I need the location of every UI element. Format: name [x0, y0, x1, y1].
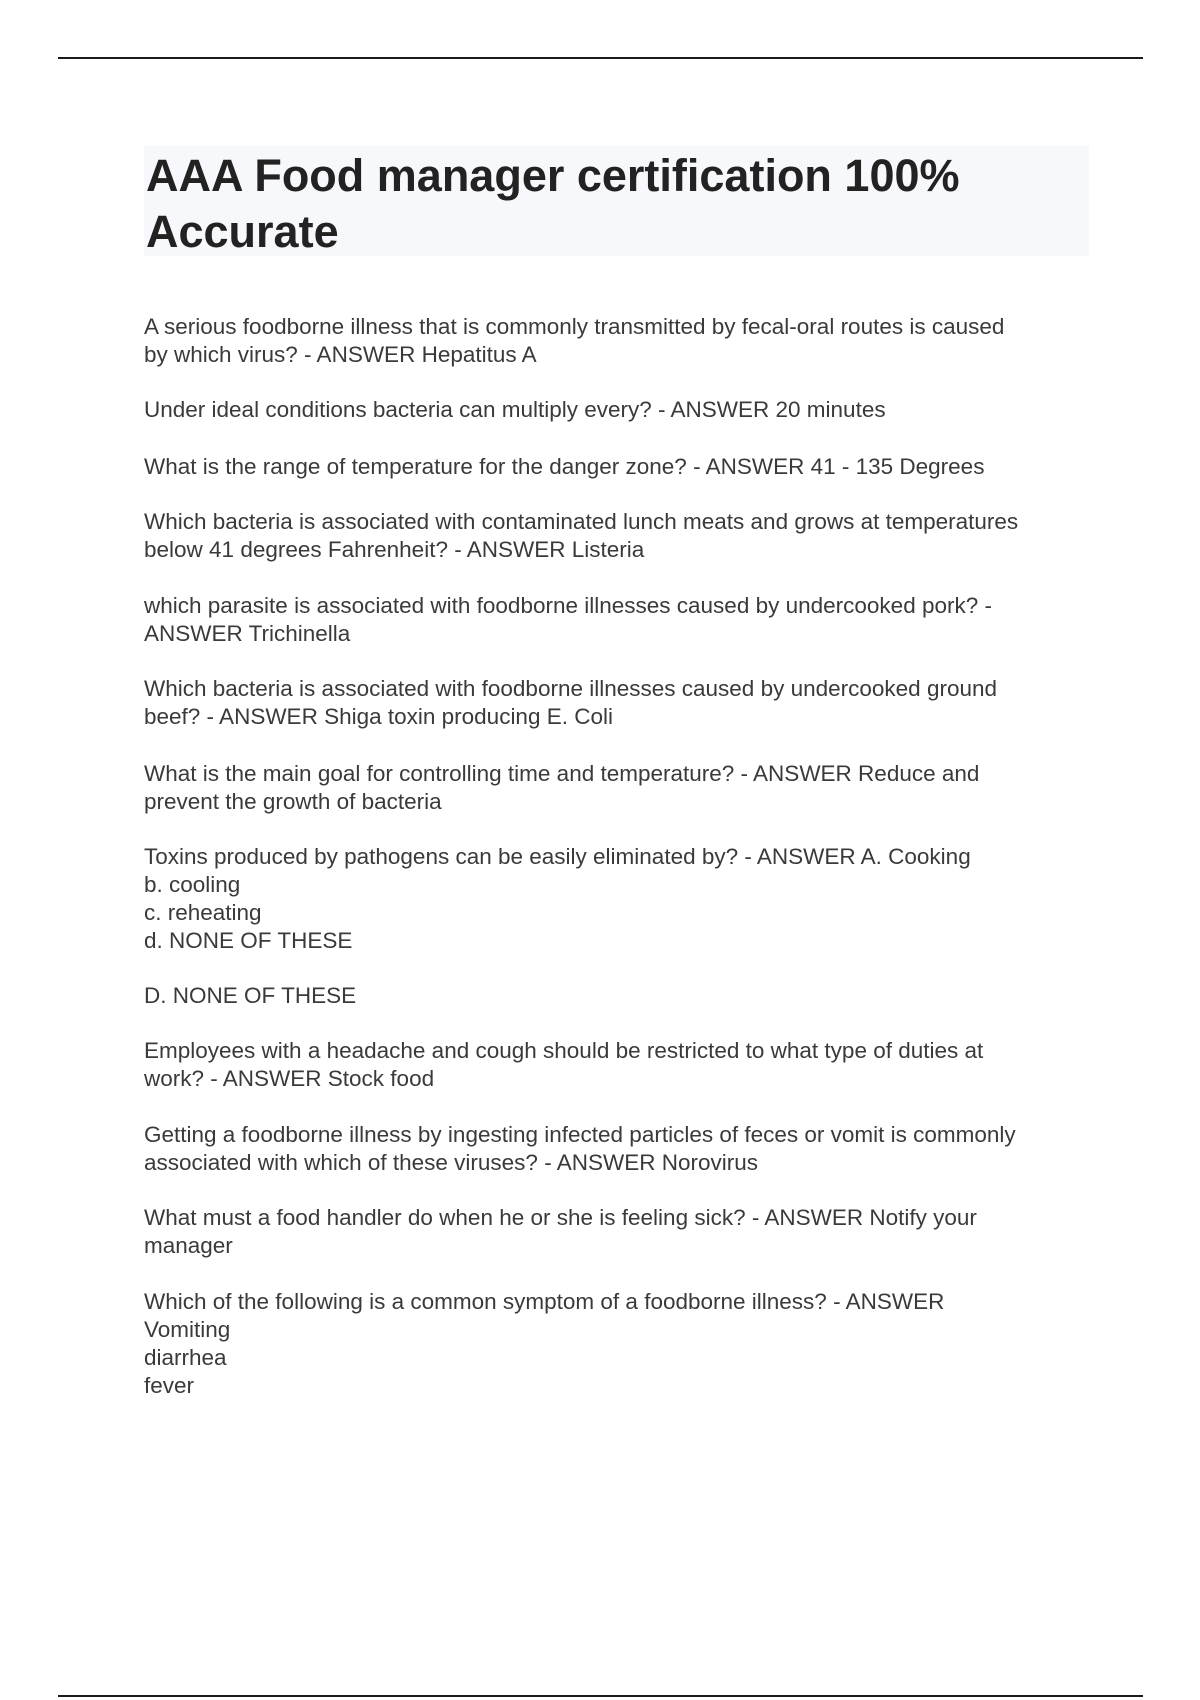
qa-line: ANSWER Trichinella — [144, 621, 351, 646]
qa-line: by which virus? - ANSWER Hepatitus A — [144, 342, 537, 367]
qa-item-2 — [144, 396, 1089, 424]
title-block — [144, 146, 1089, 256]
qa-item-12 — [144, 1204, 1089, 1260]
qa-line: Which bacteria is associated with foodborne illnesses caused by undercooked ground — [144, 676, 998, 701]
qa-line: Employees with a headache and cough should be restricted to what type of duties at — [144, 1038, 984, 1063]
qa-item-10 — [144, 1037, 1089, 1093]
qa-item-13 — [144, 1288, 1089, 1400]
qa-line: diarrhea — [144, 1345, 227, 1370]
qa-line: D. NONE OF THESE — [144, 983, 357, 1008]
qa-line: manager — [144, 1233, 233, 1258]
qa-line: associated with which of these viruses? - ANSWER Norovirus — [144, 1150, 758, 1175]
qa-line: d. NONE OF THESE — [144, 928, 353, 953]
qa-item-1 — [144, 313, 1089, 369]
qa-line: b. cooling — [144, 872, 241, 897]
document-title — [144, 146, 1046, 260]
title-line: AAA Food manager certification 100% — [146, 150, 960, 201]
qa-line: What is the range of temperature for the danger zone? - ANSWER 41 - 135 Degrees — [144, 454, 985, 479]
qa-line: work? - ANSWER Stock food — [144, 1066, 435, 1091]
qa-item-6 — [144, 675, 1089, 731]
title-line: Accurate — [146, 206, 339, 257]
qa-line: Toxins produced by pathogens can be easily eliminated by? - ANSWER A. Cooking — [144, 844, 971, 869]
qa-line: c. reheating — [144, 900, 262, 925]
qa-line: Getting a foodborne illness by ingesting infected particles of feces or vomit is commonly — [144, 1122, 1016, 1147]
header-rule — [58, 57, 1143, 59]
qa-line: A serious foodborne illness that is commonly transmitted by fecal-oral routes is caused — [144, 314, 1005, 339]
qa-line: What is the main goal for controlling time and temperature? - ANSWER Reduce and — [144, 761, 980, 786]
qa-item-11 — [144, 1121, 1089, 1177]
qa-item-3 — [144, 453, 1089, 481]
qa-line: below 41 degrees Fahrenheit? - ANSWER Listeria — [144, 537, 645, 562]
footer-rule — [58, 1695, 1143, 1697]
qa-line: prevent the growth of bacteria — [144, 789, 442, 814]
qa-line: Under ideal conditions bacteria can multiply every? - ANSWER 20 minutes — [144, 397, 886, 422]
qa-line: Vomiting — [144, 1317, 231, 1342]
qa-line: Which bacteria is associated with contaminated lunch meats and grows at temperatures — [144, 509, 1019, 534]
qa-line: which parasite is associated with foodborne illnesses caused by undercooked pork? - — [144, 593, 992, 618]
qa-item-7 — [144, 760, 1089, 816]
qa-line: fever — [144, 1373, 195, 1398]
qa-item-4 — [144, 508, 1089, 564]
qa-line: Which of the following is a common symptom of a foodborne illness? - ANSWER — [144, 1289, 945, 1314]
qa-item-8 — [144, 843, 1089, 955]
qa-line: beef? - ANSWER Shiga toxin producing E. Coli — [144, 704, 613, 729]
qa-item-5 — [144, 592, 1089, 648]
qa-line: What must a food handler do when he or she is feeling sick? - ANSWER Notify your — [144, 1205, 977, 1230]
qa-item-9 — [144, 982, 1089, 1010]
